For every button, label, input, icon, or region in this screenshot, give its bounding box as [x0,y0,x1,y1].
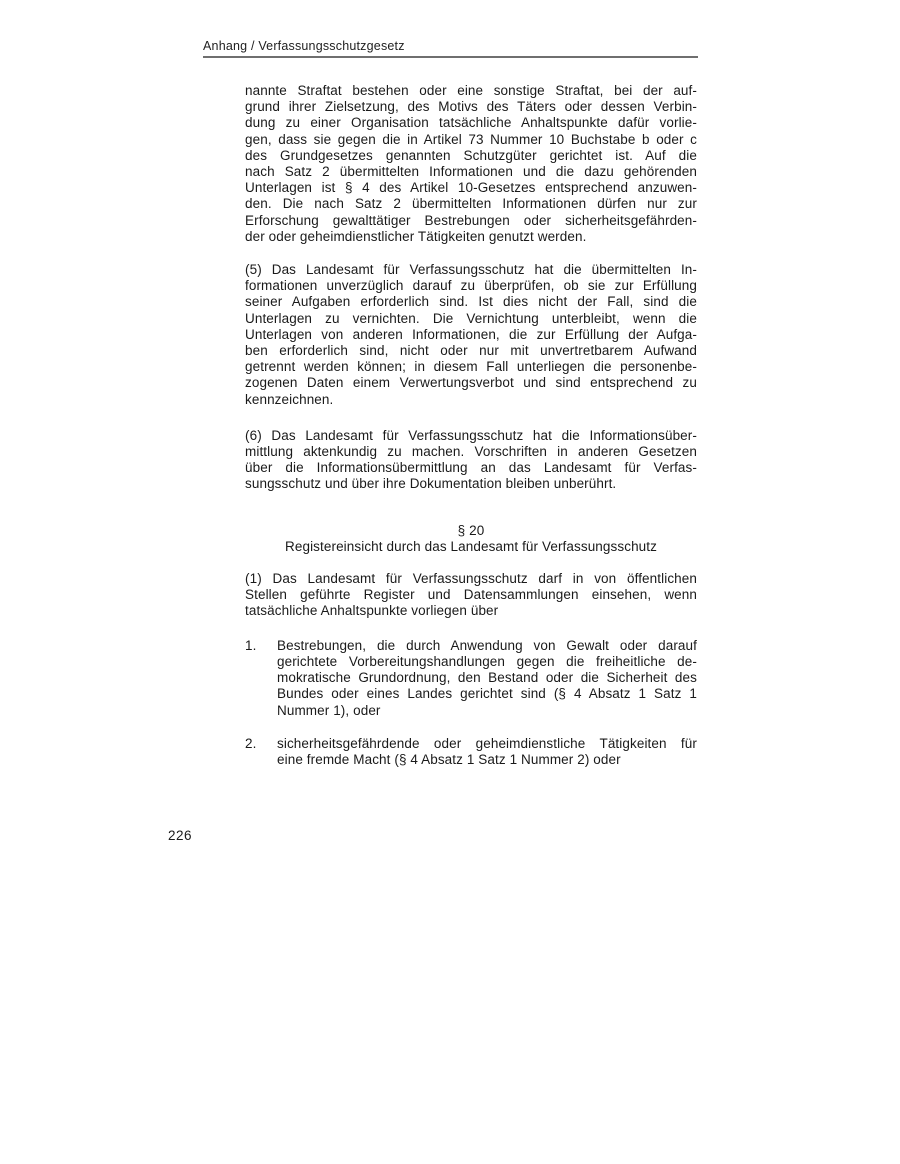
text-line: zogenen Daten einem Verwertungsverbot und sind entsprechend zu [245,375,697,391]
text-line: seiner Aufgaben erforderlich sind. Ist dies nicht der Fall, sind die [245,294,697,310]
text-line: Unterlagen zu vernichten. Die Vernichtung unterbleibt, wenn die [245,310,697,326]
text-line: nannte Straftat bestehen oder eine sonstige Straftat, bei der auf- [245,83,697,98]
text-line: der oder geheimdienstlicher Tätigkeiten genutzt werden. [245,228,587,244]
text-line: mittlung aktenkundig zu machen. Vorschriften in anderen Gesetzen [245,444,697,460]
body-text-column [245,83,697,768]
text-line: formationen unverzüglich darauf zu überprüfen, ob sie zur Erfüllung [245,278,697,294]
section-heading [245,523,697,555]
text-line: gerichtete Vorbereitungshandlungen gegen die freiheitliche de- [277,653,697,669]
text-line: gen, dass sie gegen die in Artikel 73 Nummer 10 Buchstabe b oder c [245,131,697,147]
list-item-text [277,638,697,719]
list-item-number: 1. [245,637,257,653]
text-line: über die Informationsübermittlung an das Landesamt für Verfas- [245,460,697,476]
page-number: 226 [168,828,193,843]
text-line: dung zu einer Organisation tatsächliche Anhaltspunkte dafür vorlie- [245,115,697,131]
paragraph-1 [245,571,697,620]
text-line: eine fremde Macht (§ 4 Absatz 1 Satz 1 Nummer 2) oder [277,751,621,767]
text-line: Stellen geführte Register und Datensammlungen einsehen, wenn [245,587,697,603]
text-line: sungsschutz und über ihre Dokumentation bleiben unberührt. [245,476,617,492]
text-line: tatsächliche Anhaltspunkte vorliegen über [245,603,499,619]
text-line: ben erforderlich sind, nicht oder nur mit unvertretbarem Aufwand [245,343,697,359]
list-item-text [277,736,697,768]
paragraph-continuation [245,83,697,245]
section-number: § 20 [457,522,485,538]
paragraph-5 [245,262,697,408]
running-header: Anhang / Verfassungsschutzgesetz [203,39,405,53]
text-line: nach Satz 2 übermittelten Informationen und die dazu gehörenden [245,164,697,180]
list-item-2 [245,736,697,768]
text-line: mokratische Grundordnung, den Bestand oder die Sicherheit des [277,670,697,686]
text-line: grund ihrer Zielsetzung, des Motivs des Täters oder dessen Verbin- [245,99,697,115]
text-line: Unterlagen von anderen Informationen, die zur Erfüllung der Aufga- [245,326,697,342]
text-line: des Grundgesetzes genannten Schutzgüter gerichtet ist. Auf die [245,147,697,163]
text-line: Bundes oder eines Landes gerichtet sind (§ 4 Absatz 1 Satz 1 [277,686,697,702]
paragraph-6 [245,428,697,493]
text-line: Bestrebungen, die durch Anwendung von Gewalt oder darauf [277,637,697,653]
section-title: Registereinsicht durch das Landesamt für Verfassungsschutz [285,538,657,554]
text-line: den. Die nach Satz 2 übermittelten Informationen dürfen nur zur [245,196,697,212]
list-item-1 [245,638,697,719]
text-line: kennzeichnen. [245,391,334,407]
text-line: Erforschung gewalttätiger Bestrebungen oder sicherheitsgefährden- [245,212,697,228]
text-line: sicherheitsgefährdende oder geheimdienstliche Tätigkeiten für [277,735,697,751]
list-item-number: 2. [245,735,257,751]
text-line: (6) Das Landesamt für Verfassungsschutz hat die Informationsüber- [245,427,697,443]
text-line: getrennt werden können; in diesem Fall unterliegen die personenbe- [245,359,697,375]
text-line: Unterlagen ist § 4 des Artikel 10-Gesetzes entsprechend anzuwen- [245,180,697,196]
text-line: (1) Das Landesamt für Verfassungsschutz darf in von öffentlichen [245,571,697,587]
text-line: (5) Das Landesamt für Verfassungsschutz hat die übermittelten In- [245,262,697,278]
text-line: Nummer 1), oder [277,702,381,718]
header-rule [203,56,698,58]
